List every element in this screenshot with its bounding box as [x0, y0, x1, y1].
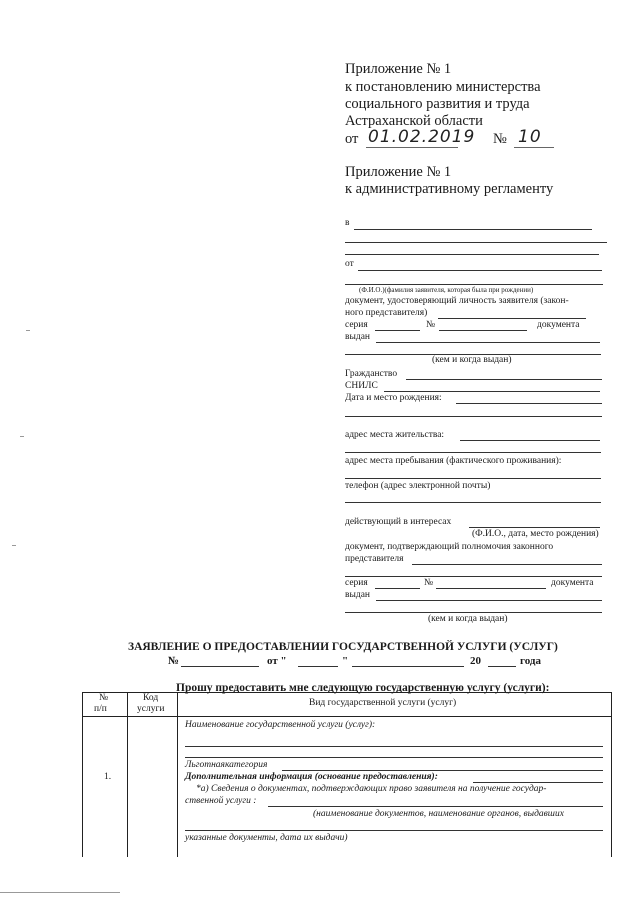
doc-label: документ, удостоверяющий личность заявителя (закон- [345, 296, 569, 306]
issued-field [376, 342, 600, 343]
residence-field-line [345, 452, 601, 453]
series2-label: серия [345, 578, 368, 588]
issued2-field-line [345, 612, 602, 613]
category-field [282, 770, 603, 771]
table-header-bottom [82, 716, 612, 717]
appendix2-line: к административному регламенту [345, 181, 554, 197]
phone-field-line [345, 502, 601, 503]
appendix-no-label: № [493, 131, 507, 147]
citizenship-field [406, 379, 602, 380]
series-label: серия [345, 320, 368, 330]
service-name-line [185, 757, 603, 758]
to-field [354, 229, 592, 230]
citizenship-label: Гражданство [345, 369, 398, 379]
fio-caption: (Ф.И.О.)(фамилия заявителя, которая была при рождении) [359, 286, 534, 294]
birth-label: Дата и место рождения: [345, 393, 442, 403]
statement-from-label: от " [267, 655, 287, 667]
authority-field-line [345, 576, 602, 577]
extra-info-label: Дополнительная информация (основание предоставления): [185, 772, 438, 782]
to-field-line [345, 254, 599, 255]
docs-caption: указанные документы, дата их выдачи) [185, 833, 348, 843]
appendix-line: Астраханской области [345, 113, 483, 129]
scan-speck [12, 545, 16, 546]
from-label: от [345, 259, 354, 269]
statement-year-field [488, 666, 516, 667]
birth-field-line [345, 416, 602, 417]
col-code-header: услуги [137, 704, 165, 714]
col-type-header: Вид государственной услуги (услуг) [309, 698, 457, 708]
issued-caption: (кем и когда выдан) [432, 355, 512, 365]
issued2-caption: (кем и когда выдан) [428, 614, 508, 624]
statement-day-field [298, 666, 338, 667]
from-field [358, 270, 602, 271]
docs-info-field [268, 806, 603, 807]
docs-info-label: *а) Сведения о документах, подтверждающих право заявителя на получение государ- [196, 784, 547, 794]
table-col-divider [177, 692, 178, 857]
acting-caption: (Ф.И.О., дата, место рождения) [472, 529, 599, 539]
residence-label: адрес места жительства: [345, 430, 445, 440]
acting-field [469, 527, 600, 528]
residence-field [460, 440, 600, 441]
handwritten-date: 01.02.2019 [368, 127, 476, 147]
to-field-line [345, 242, 607, 243]
col-number-header: № [99, 693, 109, 703]
statement-quote: " [342, 655, 349, 667]
number2-field [436, 588, 546, 589]
authority-label: представителя [345, 554, 404, 564]
category-label: Льготнаякатегория [185, 760, 268, 770]
stay-label: адрес места пребывания (фактического проживания): [345, 456, 562, 466]
appendix-line: к постановлению министерства [345, 79, 541, 95]
handwritten-number: 10 [518, 127, 542, 147]
authority-label: документ, подтверждающий полномочия законного [345, 542, 554, 552]
doc-field [438, 318, 586, 319]
table-border-top [82, 692, 612, 693]
issued2-label: выдан [345, 590, 371, 600]
appendix-line: социального развития и труда [345, 96, 530, 112]
col-code-header: Код [143, 693, 159, 703]
table-border-left [82, 692, 83, 857]
document-label: документа [537, 320, 580, 330]
number-field [439, 330, 527, 331]
acting-label: действующий в интересах [345, 517, 452, 527]
number2-label: № [424, 578, 434, 588]
issued2-field [376, 600, 602, 601]
row-number: 1. [104, 772, 112, 782]
phone-label: телефон (адрес электронной почты) [345, 481, 491, 491]
table-border-right [611, 692, 612, 857]
col-number-header: п/п [94, 704, 107, 714]
table-col-divider [127, 692, 128, 857]
extra-info-field [473, 782, 603, 783]
snils-label: СНИЛС [345, 381, 378, 391]
doc-label: ного представителя) [345, 308, 428, 318]
issued-label: выдан [345, 332, 371, 342]
appendix2-title: Приложение № 1 [345, 164, 452, 180]
statement-month-field [352, 666, 464, 667]
request-text: Прошу предоставить мне следующую государственную услугу (услуги): [176, 682, 550, 694]
appendix-from-label: от [345, 131, 359, 147]
authority-field [412, 564, 602, 565]
service-name-line [185, 746, 603, 747]
snils-field [384, 391, 600, 392]
scan-speck [26, 330, 30, 331]
document2-label: документа [551, 578, 594, 588]
birth-field [456, 403, 602, 404]
series-field [375, 330, 420, 331]
statement-year-suffix: года [520, 655, 541, 667]
statement-title: ЗАЯВЛЕНИЕ О ПРЕДОСТАВЛЕНИИ ГОСУДАРСТВЕННОЙ УСЛУГИ (УСЛУГ) [128, 641, 558, 653]
date-underline [366, 147, 458, 148]
from-field-line [345, 284, 603, 285]
docs-info-label: ственной услуги : [185, 796, 257, 806]
docs-info-line [185, 830, 603, 831]
number-underline [514, 147, 554, 148]
scan-speck [20, 436, 24, 437]
scan-edge-line [0, 892, 120, 893]
statement-year-label: 20 [470, 655, 481, 667]
stay-field-line [345, 478, 601, 479]
service-name-label: Наименование государственной услуги (услуг): [185, 720, 376, 730]
statement-number-field [181, 666, 259, 667]
series2-field [375, 588, 420, 589]
appendix-title: Приложение № 1 [345, 61, 452, 77]
to-label: в [345, 218, 350, 228]
docs-caption: (наименование документов, наименование органов, выдавших [313, 809, 564, 819]
statement-number-label: № [168, 655, 180, 667]
number-label: № [426, 320, 436, 330]
